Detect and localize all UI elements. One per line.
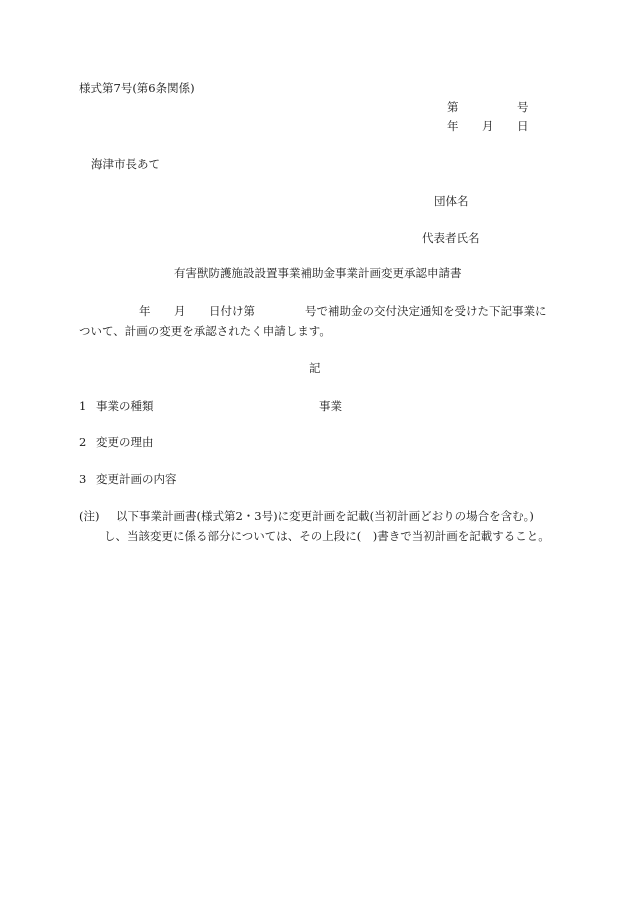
item-number: 3 bbox=[79, 472, 87, 486]
form-number: 様式第7号(第6条関係) bbox=[79, 81, 195, 95]
date-day: 日 bbox=[517, 119, 529, 133]
doc-number-prefix: 第 bbox=[447, 100, 459, 114]
item-label: 事業の種類 bbox=[96, 399, 154, 413]
item-label: 変更の理由 bbox=[96, 435, 154, 449]
date-month: 月 bbox=[482, 119, 494, 133]
note-line1: 以下事業計画書(様式第2・3号)に変更計画を記載(当初計画どおりの場合を含む。) bbox=[116, 509, 534, 523]
ki-heading: 記 bbox=[309, 361, 321, 375]
item-value: 事業 bbox=[319, 399, 342, 413]
body-date-reference: 日付け第 bbox=[209, 304, 255, 318]
body-text-line2: ついて、計画の変更を承認されたく申請します。 bbox=[79, 324, 331, 338]
note-mark: (注) bbox=[79, 509, 100, 523]
note-line2: し、当該変更に係る部分については、その上段に( )書きで当初計画を記載すること。 bbox=[104, 529, 550, 543]
item-label: 変更計画の内容 bbox=[96, 472, 177, 486]
item-number: 1 bbox=[79, 399, 87, 413]
organization-name-label: 団体名 bbox=[434, 194, 469, 208]
body-text-line1: 号で補助金の交付決定通知を受けた下記事業に bbox=[305, 304, 547, 318]
body-year: 年 bbox=[139, 304, 151, 318]
doc-number-suffix: 号 bbox=[517, 100, 529, 114]
item-number: 2 bbox=[79, 435, 87, 449]
document-title: 有害獣防護施設設置事業補助金事業計画変更承認申請書 bbox=[174, 266, 462, 280]
body-month: 月 bbox=[174, 304, 186, 318]
addressee: 海津市長あて bbox=[91, 157, 160, 171]
representative-name-label: 代表者氏名 bbox=[422, 231, 480, 245]
date-year: 年 bbox=[447, 119, 459, 133]
